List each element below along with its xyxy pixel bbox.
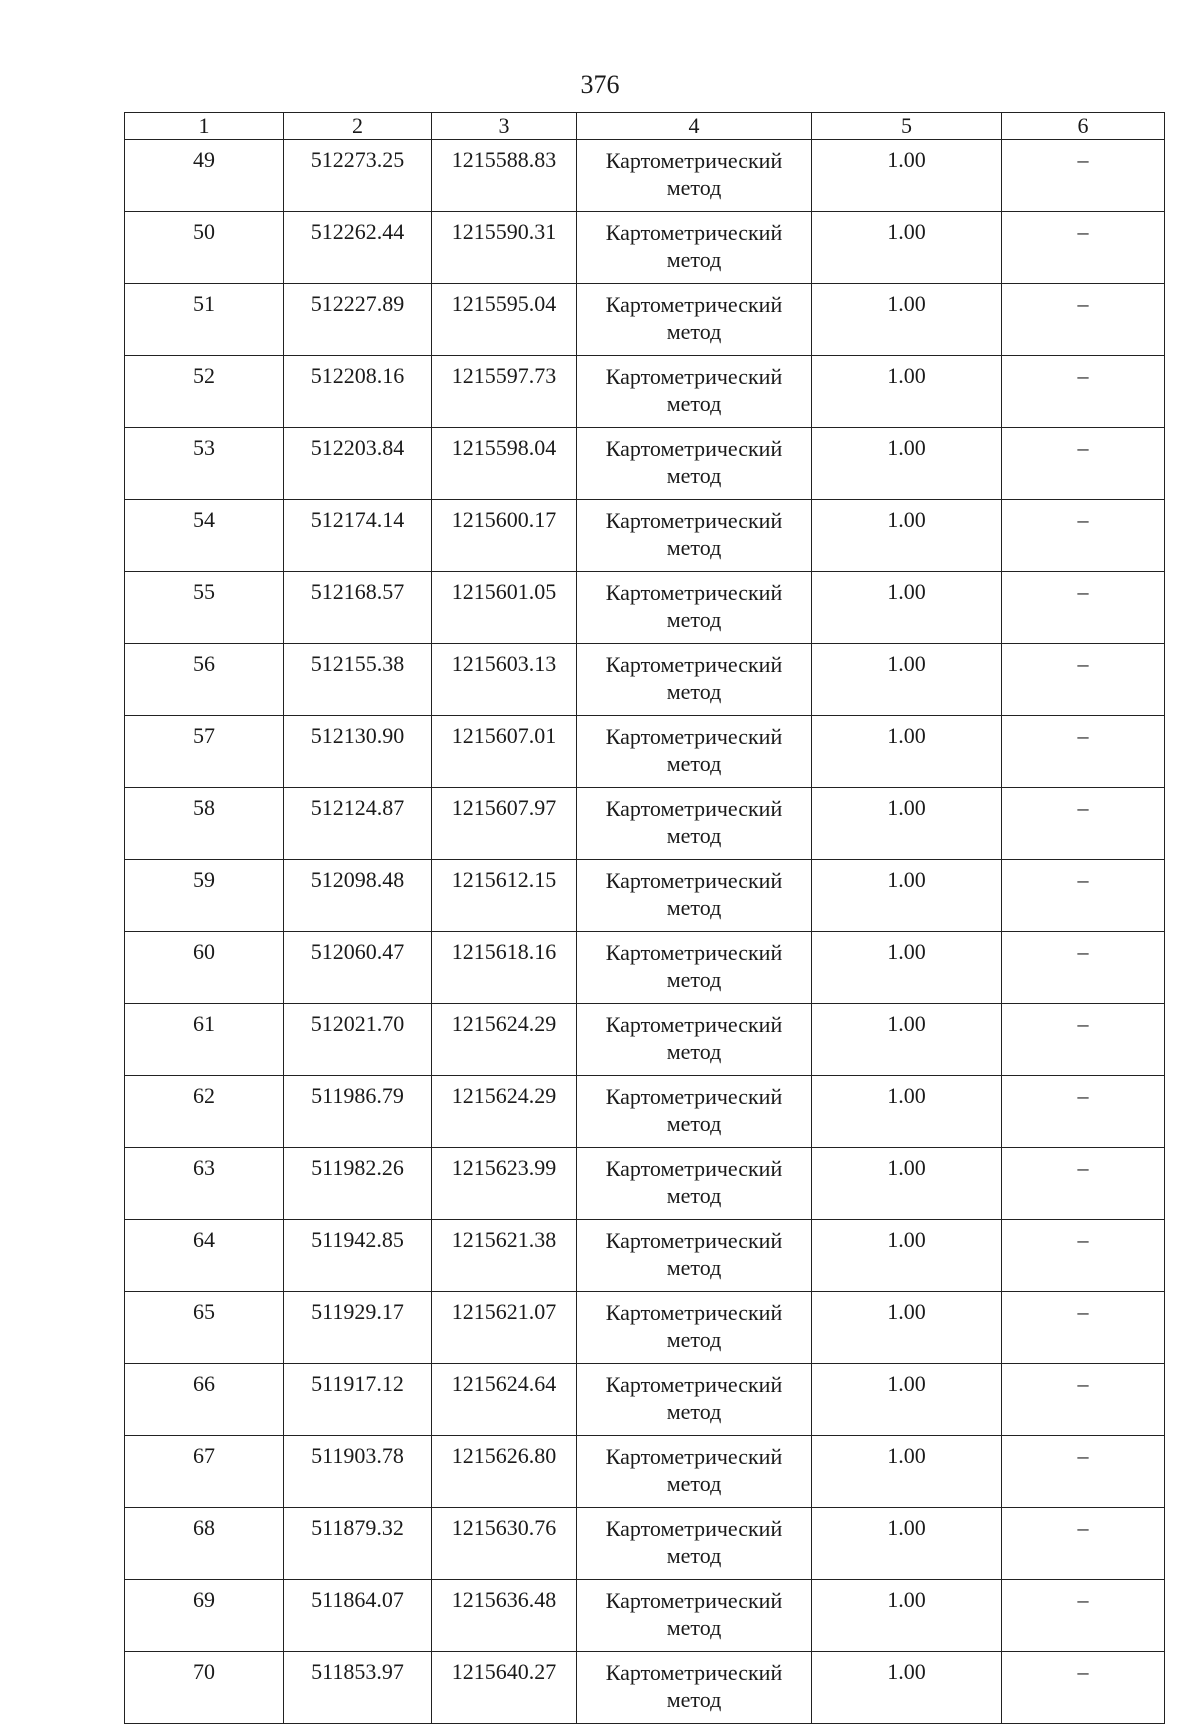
table-row <box>125 1436 1165 1508</box>
method-line-1: Картометрический <box>605 940 783 965</box>
table-row <box>125 1508 1165 1580</box>
header-col-6: 6 <box>1002 113 1165 140</box>
note-cell: – <box>1002 1580 1165 1652</box>
header-col-2: 2 <box>284 113 432 140</box>
x-coordinate-cell: 511853.97 <box>284 1652 432 1724</box>
x-coordinate-cell: 511917.12 <box>284 1364 432 1436</box>
table-row <box>125 932 1165 1004</box>
note-cell: – <box>1002 572 1165 644</box>
y-coordinate-cell: 1215621.38 <box>432 1220 577 1292</box>
method-line-2: метод <box>666 1327 722 1352</box>
method-line-2: метод <box>666 1183 722 1208</box>
method-cell <box>577 356 812 428</box>
point-number-cell: 67 <box>125 1436 284 1508</box>
x-coordinate-cell: 511929.17 <box>284 1292 432 1364</box>
method-cell <box>577 1436 812 1508</box>
x-coordinate-cell: 512130.90 <box>284 716 432 788</box>
point-number-cell: 60 <box>125 932 284 1004</box>
point-number-cell: 69 <box>125 1580 284 1652</box>
table-body <box>125 140 1165 1724</box>
y-coordinate-cell: 1215623.99 <box>432 1148 577 1220</box>
table-row <box>125 356 1165 428</box>
method-cell <box>577 284 812 356</box>
method-line-2: метод <box>666 1111 722 1136</box>
table-row <box>125 284 1165 356</box>
accuracy-cell: 1.00 <box>812 788 1002 860</box>
x-coordinate-cell: 512168.57 <box>284 572 432 644</box>
method-cell <box>577 788 812 860</box>
accuracy-cell: 1.00 <box>812 860 1002 932</box>
table-row <box>125 1220 1165 1292</box>
method-line-2: метод <box>666 751 722 776</box>
point-number-cell: 55 <box>125 572 284 644</box>
page-number: 376 <box>580 70 620 99</box>
table-header <box>125 113 1165 140</box>
accuracy-cell: 1.00 <box>812 1436 1002 1508</box>
method-line-1: Картометрический <box>605 1012 783 1037</box>
method-line-1: Картометрический <box>605 364 783 389</box>
method-cell <box>577 1076 812 1148</box>
header-col-4: 4 <box>577 113 812 140</box>
method-cell <box>577 428 812 500</box>
x-coordinate-cell: 511903.78 <box>284 1436 432 1508</box>
note-cell: – <box>1002 428 1165 500</box>
note-cell: – <box>1002 500 1165 572</box>
note-cell: – <box>1002 1004 1165 1076</box>
method-cell <box>577 212 812 284</box>
table-row <box>125 572 1165 644</box>
y-coordinate-cell: 1215618.16 <box>432 932 577 1004</box>
method-line-1: Картометрический <box>605 1444 783 1469</box>
x-coordinate-cell: 511879.32 <box>284 1508 432 1580</box>
method-line-2: метод <box>666 607 722 632</box>
table-row <box>125 140 1165 212</box>
method-line-2: метод <box>666 463 722 488</box>
accuracy-cell: 1.00 <box>812 1004 1002 1076</box>
accuracy-cell: 1.00 <box>812 428 1002 500</box>
table-row <box>125 860 1165 932</box>
accuracy-cell: 1.00 <box>812 212 1002 284</box>
method-line-1: Картометрический <box>605 1084 783 1109</box>
table-row <box>125 788 1165 860</box>
point-number-cell: 65 <box>125 1292 284 1364</box>
y-coordinate-cell: 1215636.48 <box>432 1580 577 1652</box>
point-number-cell: 49 <box>125 140 284 212</box>
point-number-cell: 62 <box>125 1076 284 1148</box>
method-line-2: метод <box>666 175 722 200</box>
method-cell <box>577 644 812 716</box>
point-number-cell: 63 <box>125 1148 284 1220</box>
method-cell <box>577 1364 812 1436</box>
x-coordinate-cell: 511942.85 <box>284 1220 432 1292</box>
point-number-cell: 57 <box>125 716 284 788</box>
point-number-cell: 61 <box>125 1004 284 1076</box>
point-number-cell: 56 <box>125 644 284 716</box>
point-number-cell: 68 <box>125 1508 284 1580</box>
y-coordinate-cell: 1215590.31 <box>432 212 577 284</box>
point-number-cell: 58 <box>125 788 284 860</box>
point-number-cell: 50 <box>125 212 284 284</box>
x-coordinate-cell: 511982.26 <box>284 1148 432 1220</box>
method-line-1: Картометрический <box>605 508 783 533</box>
method-cell <box>577 500 812 572</box>
note-cell: – <box>1002 356 1165 428</box>
note-cell: – <box>1002 140 1165 212</box>
y-coordinate-cell: 1215624.29 <box>432 1076 577 1148</box>
method-line-1: Картометрический <box>605 1660 783 1685</box>
table-row <box>125 716 1165 788</box>
x-coordinate-cell: 512155.38 <box>284 644 432 716</box>
note-cell: – <box>1002 932 1165 1004</box>
accuracy-cell: 1.00 <box>812 644 1002 716</box>
method-line-1: Картометрический <box>605 724 783 749</box>
method-line-1: Картометрический <box>605 292 783 317</box>
accuracy-cell: 1.00 <box>812 1508 1002 1580</box>
x-coordinate-cell: 512021.70 <box>284 1004 432 1076</box>
method-line-2: метод <box>666 319 722 344</box>
method-line-1: Картометрический <box>605 1588 783 1613</box>
method-cell <box>577 1652 812 1724</box>
y-coordinate-cell: 1215588.83 <box>432 140 577 212</box>
accuracy-cell: 1.00 <box>812 1148 1002 1220</box>
note-cell: – <box>1002 1148 1165 1220</box>
method-line-2: метод <box>666 1399 722 1424</box>
header-row <box>125 113 1165 140</box>
header-col-5: 5 <box>812 113 1002 140</box>
table-row <box>125 500 1165 572</box>
method-line-2: метод <box>666 895 722 920</box>
table-row <box>125 428 1165 500</box>
y-coordinate-cell: 1215598.04 <box>432 428 577 500</box>
method-cell <box>577 860 812 932</box>
method-cell <box>577 1220 812 1292</box>
x-coordinate-cell: 512098.48 <box>284 860 432 932</box>
note-cell: – <box>1002 860 1165 932</box>
accuracy-cell: 1.00 <box>812 284 1002 356</box>
table-row <box>125 644 1165 716</box>
table-row <box>125 1148 1165 1220</box>
method-line-1: Картометрический <box>605 1372 783 1397</box>
y-coordinate-cell: 1215607.97 <box>432 788 577 860</box>
note-cell: – <box>1002 788 1165 860</box>
x-coordinate-cell: 512208.16 <box>284 356 432 428</box>
accuracy-cell: 1.00 <box>812 500 1002 572</box>
note-cell: – <box>1002 1436 1165 1508</box>
method-cell <box>577 1508 812 1580</box>
x-coordinate-cell: 511864.07 <box>284 1580 432 1652</box>
x-coordinate-cell: 512227.89 <box>284 284 432 356</box>
method-cell <box>577 716 812 788</box>
accuracy-cell: 1.00 <box>812 356 1002 428</box>
note-cell: – <box>1002 644 1165 716</box>
x-coordinate-cell: 511986.79 <box>284 1076 432 1148</box>
point-number-cell: 53 <box>125 428 284 500</box>
accuracy-cell: 1.00 <box>812 1364 1002 1436</box>
accuracy-cell: 1.00 <box>812 1580 1002 1652</box>
method-cell <box>577 140 812 212</box>
note-cell: – <box>1002 716 1165 788</box>
method-line-2: метод <box>666 823 722 848</box>
accuracy-cell: 1.00 <box>812 572 1002 644</box>
y-coordinate-cell: 1215601.05 <box>432 572 577 644</box>
point-number-cell: 64 <box>125 1220 284 1292</box>
accuracy-cell: 1.00 <box>812 1220 1002 1292</box>
method-cell <box>577 572 812 644</box>
table-row <box>125 1292 1165 1364</box>
table-row <box>125 1652 1165 1724</box>
y-coordinate-cell: 1215607.01 <box>432 716 577 788</box>
y-coordinate-cell: 1215600.17 <box>432 500 577 572</box>
note-cell: – <box>1002 284 1165 356</box>
x-coordinate-cell: 512060.47 <box>284 932 432 1004</box>
y-coordinate-cell: 1215603.13 <box>432 644 577 716</box>
header-col-3: 3 <box>432 113 577 140</box>
table-row <box>125 212 1165 284</box>
coordinates-table <box>124 112 1165 1724</box>
point-number-cell: 59 <box>125 860 284 932</box>
method-line-2: метод <box>666 1687 722 1712</box>
y-coordinate-cell: 1215640.27 <box>432 1652 577 1724</box>
method-cell <box>577 932 812 1004</box>
method-line-1: Картометрический <box>605 1300 783 1325</box>
table-row <box>125 1580 1165 1652</box>
point-number-cell: 70 <box>125 1652 284 1724</box>
note-cell: – <box>1002 1508 1165 1580</box>
method-line-2: метод <box>666 247 722 272</box>
method-line-2: метод <box>666 535 722 560</box>
method-line-1: Картометрический <box>605 436 783 461</box>
method-line-1: Картометрический <box>605 868 783 893</box>
point-number-cell: 51 <box>125 284 284 356</box>
point-number-cell: 66 <box>125 1364 284 1436</box>
note-cell: – <box>1002 1076 1165 1148</box>
y-coordinate-cell: 1215624.29 <box>432 1004 577 1076</box>
y-coordinate-cell: 1215621.07 <box>432 1292 577 1364</box>
x-coordinate-cell: 512273.25 <box>284 140 432 212</box>
method-line-1: Картометрический <box>605 796 783 821</box>
note-cell: – <box>1002 1292 1165 1364</box>
method-cell <box>577 1580 812 1652</box>
note-cell: – <box>1002 212 1165 284</box>
y-coordinate-cell: 1215624.64 <box>432 1364 577 1436</box>
method-line-1: Картометрический <box>605 1516 783 1541</box>
table-row <box>125 1004 1165 1076</box>
method-line-1: Картометрический <box>605 220 783 245</box>
method-line-1: Картометрический <box>605 1156 783 1181</box>
note-cell: – <box>1002 1364 1165 1436</box>
method-line-2: метод <box>666 967 722 992</box>
x-coordinate-cell: 512124.87 <box>284 788 432 860</box>
method-line-2: метод <box>666 1615 722 1640</box>
point-number-cell: 54 <box>125 500 284 572</box>
x-coordinate-cell: 512174.14 <box>284 500 432 572</box>
x-coordinate-cell: 512262.44 <box>284 212 432 284</box>
method-line-1: Картометрический <box>605 652 783 677</box>
method-line-2: метод <box>666 1039 722 1064</box>
accuracy-cell: 1.00 <box>812 140 1002 212</box>
x-coordinate-cell: 512203.84 <box>284 428 432 500</box>
header-col-1: 1 <box>125 113 284 140</box>
table-row <box>125 1076 1165 1148</box>
y-coordinate-cell: 1215597.73 <box>432 356 577 428</box>
method-cell <box>577 1004 812 1076</box>
accuracy-cell: 1.00 <box>812 932 1002 1004</box>
table-row <box>125 1364 1165 1436</box>
method-cell <box>577 1292 812 1364</box>
accuracy-cell: 1.00 <box>812 1652 1002 1724</box>
method-line-2: метод <box>666 679 722 704</box>
y-coordinate-cell: 1215612.15 <box>432 860 577 932</box>
method-line-2: метод <box>666 1471 722 1496</box>
method-cell <box>577 1148 812 1220</box>
method-line-1: Картометрический <box>605 148 783 173</box>
method-line-2: метод <box>666 391 722 416</box>
note-cell: – <box>1002 1220 1165 1292</box>
method-line-1: Картометрический <box>605 1228 783 1253</box>
accuracy-cell: 1.00 <box>812 1292 1002 1364</box>
accuracy-cell: 1.00 <box>812 1076 1002 1148</box>
method-line-1: Картометрический <box>605 580 783 605</box>
method-line-2: метод <box>666 1255 722 1280</box>
y-coordinate-cell: 1215595.04 <box>432 284 577 356</box>
note-cell: – <box>1002 1652 1165 1724</box>
accuracy-cell: 1.00 <box>812 716 1002 788</box>
point-number-cell: 52 <box>125 356 284 428</box>
y-coordinate-cell: 1215626.80 <box>432 1436 577 1508</box>
y-coordinate-cell: 1215630.76 <box>432 1508 577 1580</box>
method-line-2: метод <box>666 1543 722 1568</box>
